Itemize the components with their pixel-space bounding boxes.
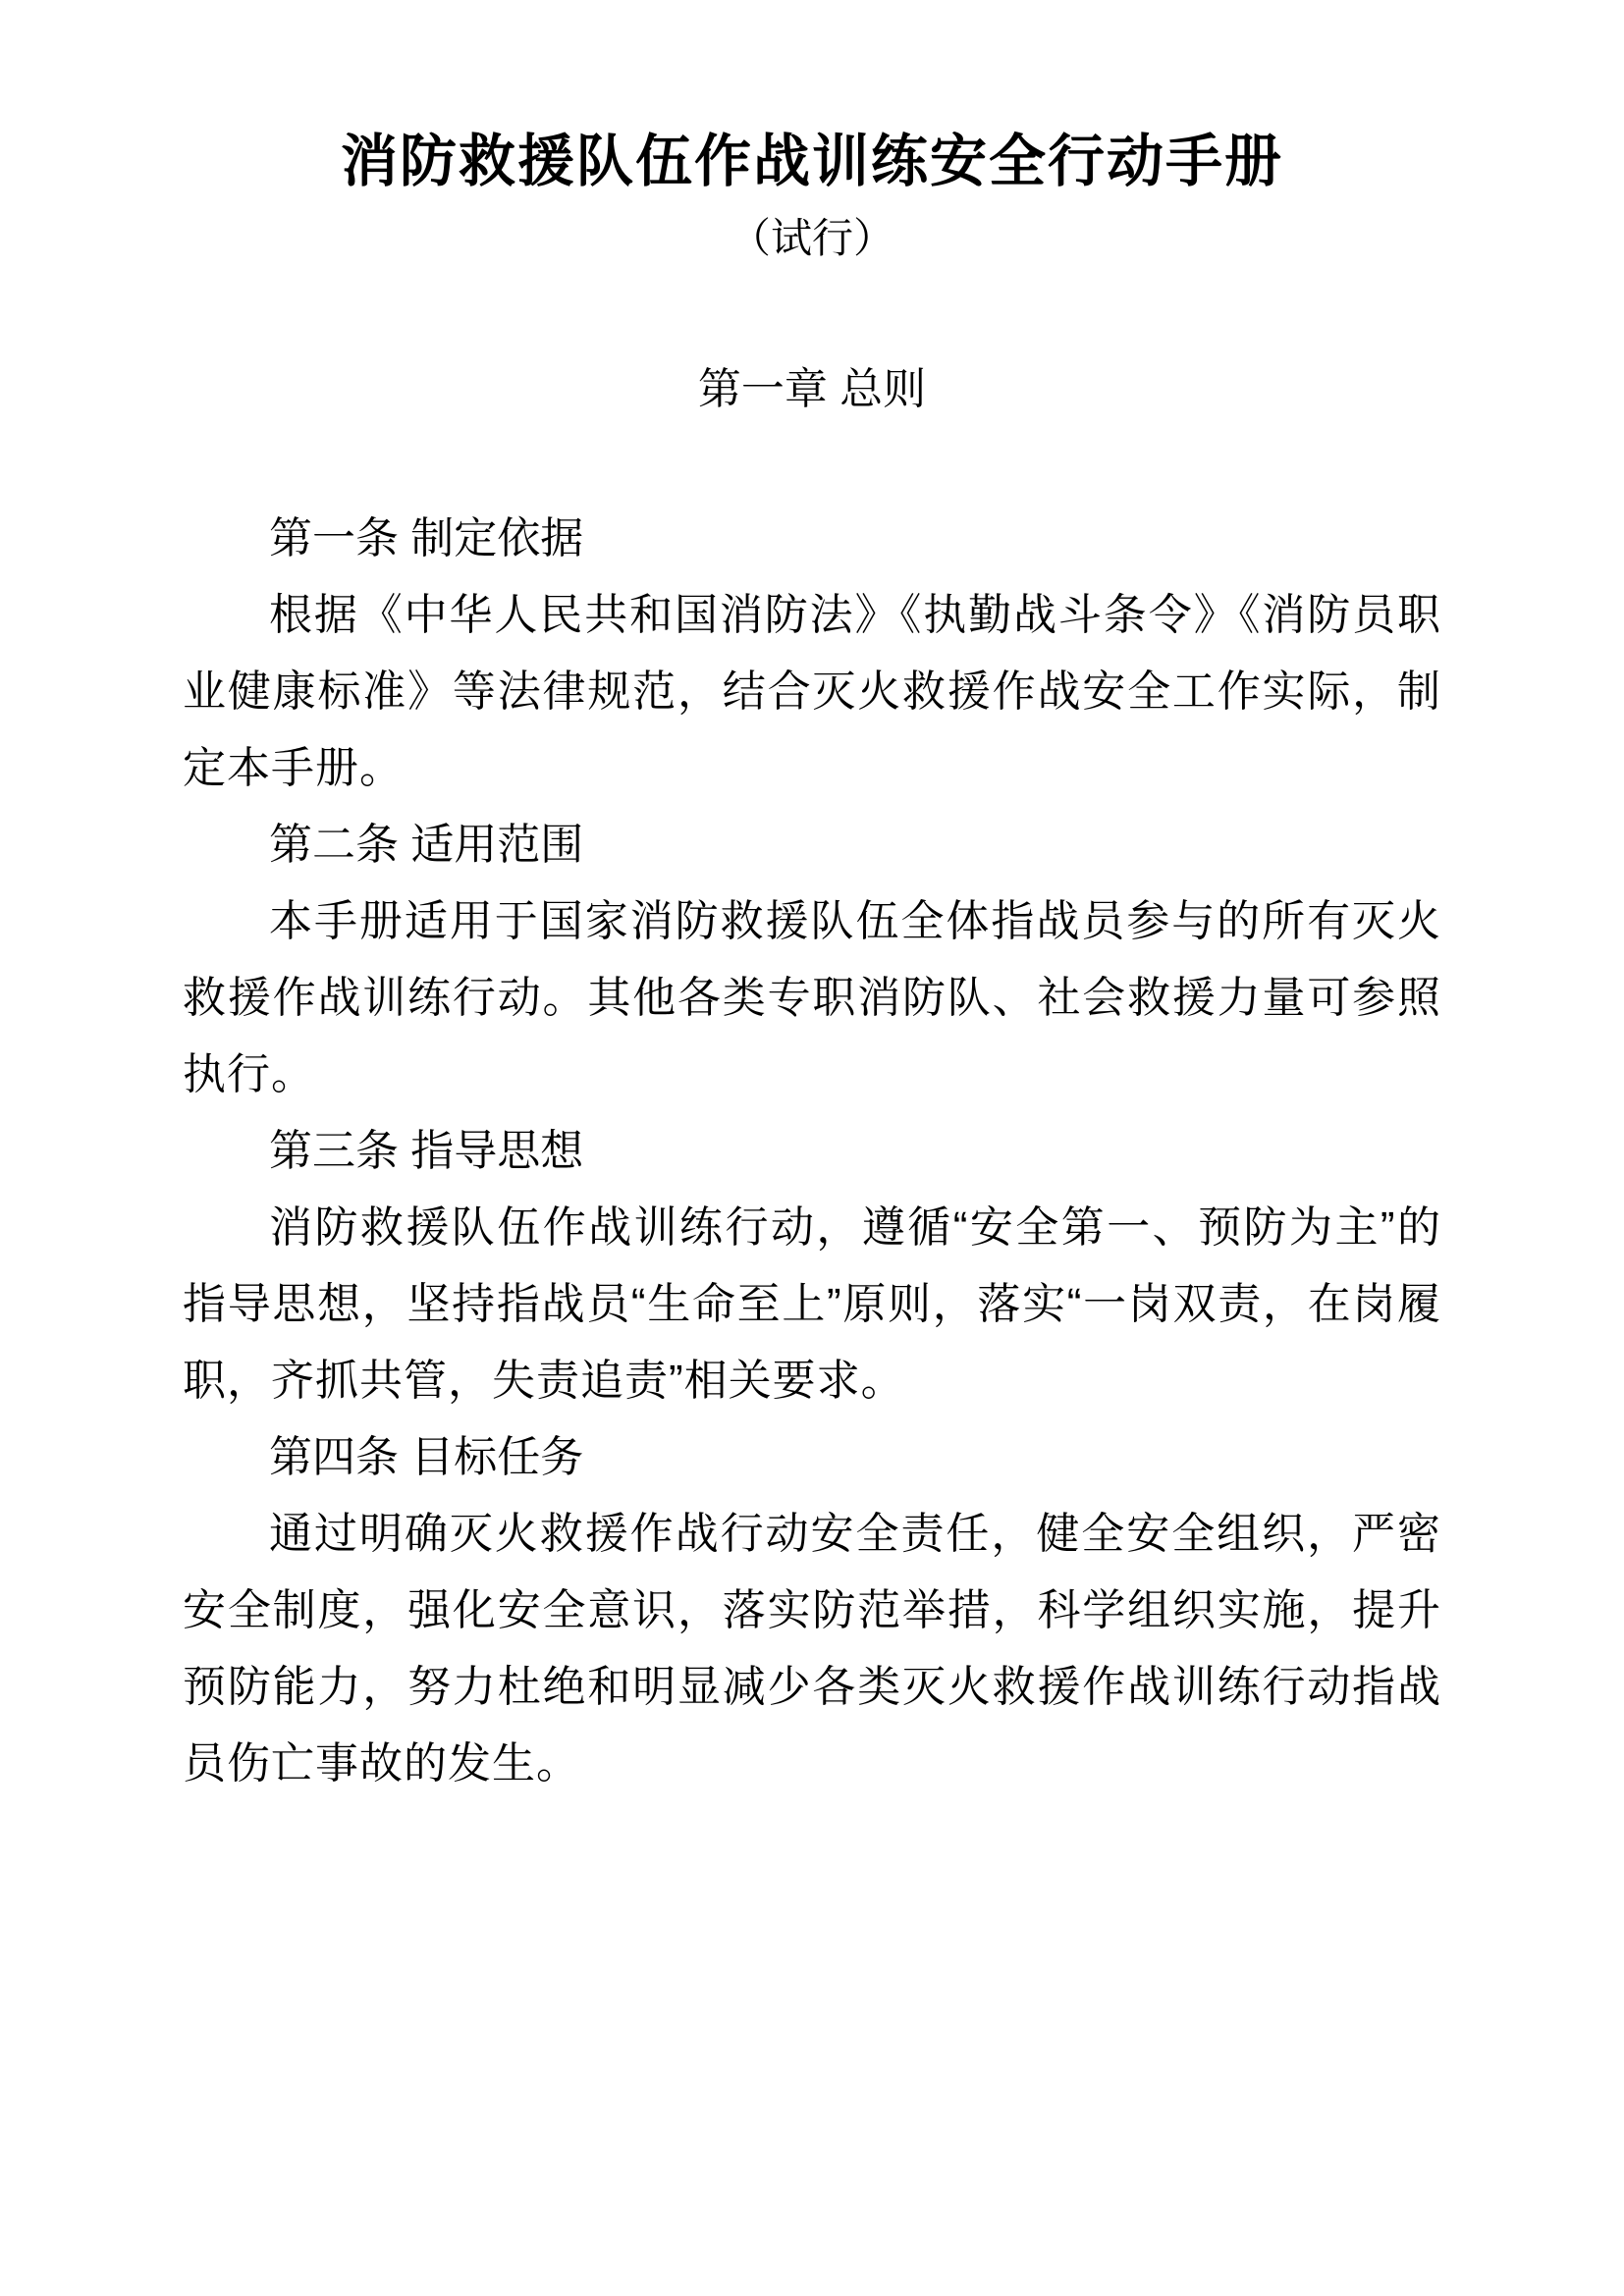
article-3-body: 消防救援队伍作战训练行动，遵循“安全第一、预防为主”的指导思想，坚持指战员“生命至上”原则，落实“一岗双责，在岗履职，齐抓共管，失责追责”相关要求。 <box>183 1203 1441 1405</box>
article-3-heading: 第三条 指导思想 <box>269 1127 584 1175</box>
article-2 <box>183 807 1441 1113</box>
article-2-body: 本手册适用于国家消防救援队伍全体指战员参与的所有灭火救援作战训练行动。其他各类专职消防队、社会救援力量可参照执行。 <box>183 897 1441 1098</box>
chapter-heading: 第一章 总则 <box>697 365 927 413</box>
article-4 <box>183 1419 1441 1802</box>
document-title: 消防救援队伍作战训练安全行动手册 <box>340 130 1283 193</box>
article-4-heading: 第四条 目标任务 <box>269 1433 584 1481</box>
article-3 <box>183 1113 1441 1419</box>
document-subtitle: （试行） <box>729 215 894 261</box>
article-2-heading: 第二条 适用范围 <box>269 821 584 869</box>
article-1-body: 根据《中华人民共和国消防法》《执勤战斗条令》《消防员职业健康标准》等法律规范，结合灭火救援作战安全工作实际，制定本手册。 <box>183 591 1441 792</box>
article-4-body: 通过明确灭火救援作战行动安全责任，健全安全组织，严密安全制度，强化安全意识，落实防范举措，科学组织实施，提升预防能力，努力杜绝和明显减少各类灭火救援作战训练行动指战员伤亡事故的发生。 <box>183 1510 1441 1788</box>
article-1-heading: 第一条 制定依据 <box>269 514 584 562</box>
article-1 <box>183 501 1441 807</box>
